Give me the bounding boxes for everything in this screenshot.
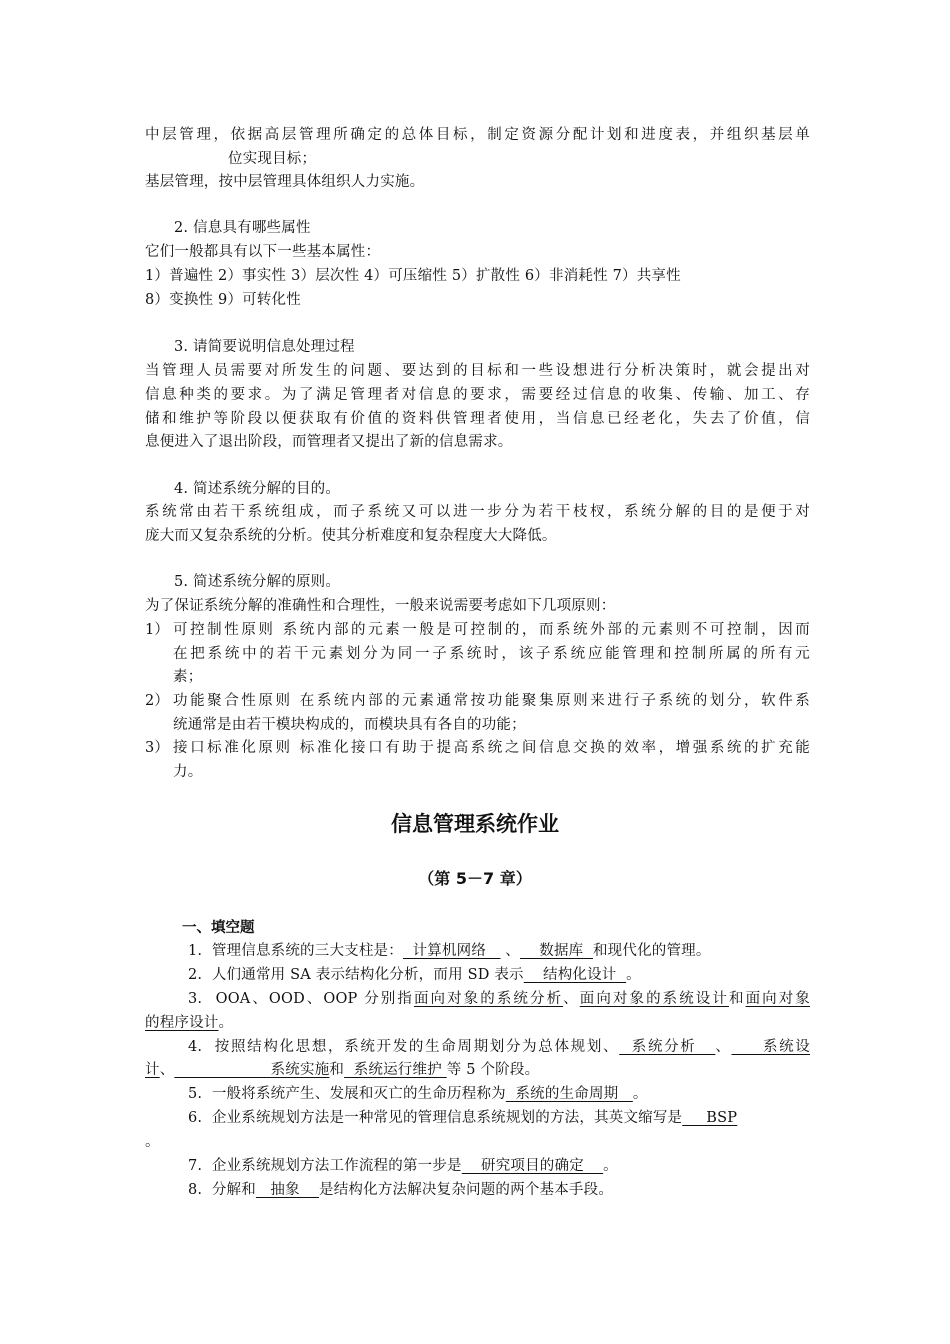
paragraph-line: 庞大而又复杂系统的分析。使其分析难度和复杂程度大大降低。 xyxy=(145,528,557,544)
fill-item-1: 1. 管理信息系统的三大支柱是： 计算机网络 、 数据库 和现代化的管理。 xyxy=(188,943,711,959)
paragraph-line: 息便进入了退出阶段，而管理者又提出了新的信息需求。 xyxy=(145,434,513,450)
fill-item-7: 7. 企业系统规划方法工作流程的第一步是 研究项目的确定 。 xyxy=(188,1158,618,1174)
answer-blank: 数据库 xyxy=(520,943,593,959)
paragraph-line: 中层管理，依据高层管理所确定的总体目标，制定资源分配计划和进度表，并组织基层单 xyxy=(145,127,810,143)
list-item-line: 在把系统中的若干元素划分为同一子系统时，该子系统应能管理和控制所属的所有元 xyxy=(173,646,810,662)
answer-blank: 结构化设计 xyxy=(523,967,627,983)
list-item-line: 功能聚合性原则 在系统内部的元素通常按功能聚集原则来进行子系统的划分，软件系 xyxy=(173,693,810,709)
paragraph-line: 系统常由若干系统组成，而子系统又可以进一步分为若干枝杈，系统分解的目的是便于对 xyxy=(145,504,810,520)
paragraph-line: 当管理人员需要对所发生的问题、要达到的目标和一些设想进行分析决策时，就会提出对 xyxy=(145,363,810,379)
fill-item-8: 8. 分解和 抽象 是结构化方法解决复杂问题的两个基本手段。 xyxy=(188,1182,614,1198)
fill-item-4-cont: 计、 系统实施和 系统运行维护 等 5 个阶段。 xyxy=(145,1062,540,1078)
fill-item-3: 3. OOA、OOD、OOP 分别指面向对象的系统分析、面向对象的系统设计和面向对象 xyxy=(188,991,811,1007)
list-item-line: 可控制性原则 系统内部的元素一般是可控制的，而系统外部的元素则不可控制，因而 xyxy=(173,622,810,638)
fill-item-6-cont: 。 xyxy=(145,1134,160,1150)
list-item-line: 素； xyxy=(173,669,203,685)
fill-item-2: 2. 人们通常用 SA 表示结构化分析，而用 SD 表示 结构化设计 。 xyxy=(188,967,641,983)
document-title: 信息管理系统作业 xyxy=(391,812,559,836)
answer-blank: 面向对象 xyxy=(745,991,811,1007)
answer-blank: 系统设 xyxy=(731,1039,810,1055)
answer-blank: 系统实施 xyxy=(174,1062,330,1078)
list-number: 1） xyxy=(145,622,170,638)
list-number: 2） xyxy=(145,693,170,709)
list-item-line: 统通常是由若干模块构成的，而模块具有各自的功能； xyxy=(173,717,526,733)
answer-blank: 面向对象的系统设计 xyxy=(579,991,729,1007)
paragraph-line: 信息种类的要求。为了满足管理者对信息的要求，需要经过信息的收集、传输、加工、存 xyxy=(145,387,810,403)
answer-blank: 的程序设计 xyxy=(145,1015,219,1031)
paragraph-line: 储和维护等阶段以便获取有价值的资料供管理者使用，当信息已经老化，失去了价值，信 xyxy=(145,411,810,427)
answer-blank: 抽象 xyxy=(255,1182,320,1198)
answer-blank: 计算机网络 xyxy=(402,943,501,959)
list-number: 3） xyxy=(145,740,170,756)
list-item-line: 力。 xyxy=(173,764,203,780)
fill-item-5: 5. 一般将系统产生、发展和灭亡的生命历程称为 系统的生命周期 。 xyxy=(188,1086,648,1102)
fill-item-6: 6. 企业系统规划方法是一种常见的管理信息系统规划的方法，其英文缩写是 BSP xyxy=(188,1110,738,1126)
answer-blank: 系统运行维护 xyxy=(344,1062,447,1078)
answer-blank: 系统分析 xyxy=(619,1039,716,1055)
paragraph-line: 基层管理，按中层管理具体组织人力实施。 xyxy=(145,174,425,190)
answer-blank: 系统的生命周期 xyxy=(505,1086,633,1102)
paragraph-line: 1）普遍性 2）事实性 3）层次性 4）可压缩性 5）扩散性 6）非消耗性 7）共享性 xyxy=(145,268,681,284)
answer-blank: BSP xyxy=(682,1110,738,1126)
fill-item-4: 4. 按照结构化思想，系统开发的生命周期划分为总体规划、 系统分析 、 系统设 xyxy=(188,1039,810,1055)
question-title: 5. 简述系统分解的原则。 xyxy=(174,574,341,590)
answer-blank: 计 xyxy=(145,1062,160,1078)
document-subtitle: （第 5－7 章） xyxy=(418,869,532,888)
question-title: 3. 请简要说明信息处理过程 xyxy=(174,339,355,355)
answer-blank: 面向对象的系统分析 xyxy=(413,991,564,1007)
paragraph-line: 为了保证系统分解的准确性和合理性，一般来说需要考虑如下几项原则： xyxy=(145,598,616,614)
question-title: 2. 信息具有哪些属性 xyxy=(174,220,311,236)
paragraph-line: 位实现目标； xyxy=(228,151,317,167)
fill-item-3-cont: 的程序设计。 xyxy=(145,1015,234,1031)
paragraph-line: 它们一般都具有以下一些基本属性： xyxy=(145,244,381,260)
section-heading: 一、填空题 xyxy=(182,920,255,936)
paragraph-line: 8）变换性 9）可转化性 xyxy=(145,292,301,308)
answer-blank: 研究项目的确定 xyxy=(461,1158,604,1174)
question-title: 4. 简述系统分解的目的。 xyxy=(174,481,341,497)
list-item-line: 接口标准化原则 标准化接口有助于提高系统之间信息交换的效率，增强系统的扩充能 xyxy=(173,740,810,756)
